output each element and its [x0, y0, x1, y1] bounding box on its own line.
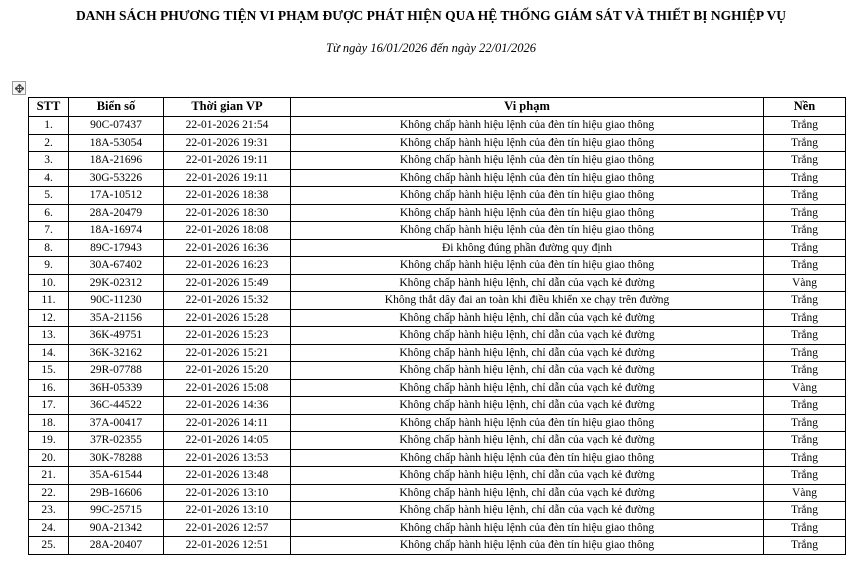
time-cell: 22-01-2026 15:28 — [164, 309, 291, 327]
violation-cell: Không chấp hành hiệu lệnh của đèn tín hiệu giao thông — [291, 449, 764, 467]
background-cell: Trắng — [764, 169, 846, 187]
violation-cell: Không chấp hành hiệu lệnh, chỉ dẫn của vạch kẻ đường — [291, 397, 764, 415]
time-cell: 22-01-2026 18:08 — [164, 222, 291, 240]
background-cell: Trắng — [764, 467, 846, 485]
row-index-cell: 23. — [29, 502, 69, 520]
violation-cell: Không chấp hành hiệu lệnh của đèn tín hiệu giao thông — [291, 537, 764, 555]
background-cell: Trắng — [764, 187, 846, 205]
row-index-cell: 15. — [29, 362, 69, 380]
violation-cell: Không chấp hành hiệu lệnh của đèn tín hiệu giao thông — [291, 222, 764, 240]
background-cell: Trắng — [764, 204, 846, 222]
violation-cell: Không chấp hành hiệu lệnh của đèn tín hiệu giao thông — [291, 152, 764, 170]
table-row — [29, 327, 846, 345]
time-cell: 22-01-2026 13:53 — [164, 449, 291, 467]
document-title: DANH SÁCH PHƯƠNG TIỆN VI PHẠM ĐƯỢC PHÁT HIỆN QUA HỆ THỐNG GIÁM SÁT VÀ THIẾT BỊ NGHIỆP VỤ — [75, 8, 787, 23]
row-index-cell: 6. — [29, 204, 69, 222]
plate-cell: 30G-53226 — [69, 169, 164, 187]
col-header-plate: Biển số — [69, 98, 164, 117]
violation-cell: Không chấp hành hiệu lệnh, chỉ dẫn của vạch kẻ đường — [291, 432, 764, 450]
document-subtitle: Từ ngày 16/01/2026 đến ngày 22/01/2026 — [326, 41, 536, 55]
background-cell: Trắng — [764, 257, 846, 275]
background-cell: Vàng — [764, 274, 846, 292]
row-index-cell: 16. — [29, 379, 69, 397]
violation-cell: Không chấp hành hiệu lệnh, chỉ dẫn của vạch kẻ đường — [291, 467, 764, 485]
violation-cell: Không chấp hành hiệu lệnh, chỉ dẫn của vạch kẻ đường — [291, 362, 764, 380]
table-row — [29, 187, 846, 205]
plate-cell: 29K-02312 — [69, 274, 164, 292]
time-cell: 22-01-2026 15:20 — [164, 362, 291, 380]
time-cell: 22-01-2026 15:32 — [164, 292, 291, 310]
time-cell: 22-01-2026 19:11 — [164, 169, 291, 187]
row-index-cell: 4. — [29, 169, 69, 187]
table-row — [29, 519, 846, 537]
time-cell: 22-01-2026 16:36 — [164, 239, 291, 257]
background-cell: Trắng — [764, 327, 846, 345]
table-row — [29, 274, 846, 292]
time-cell: 22-01-2026 18:30 — [164, 204, 291, 222]
violation-cell: Không chấp hành hiệu lệnh của đèn tín hiệu giao thông — [291, 134, 764, 152]
table-row — [29, 239, 846, 257]
table-row — [29, 292, 846, 310]
violations-table — [28, 97, 846, 555]
row-index-cell: 12. — [29, 309, 69, 327]
violation-cell: Không thắt dây đai an toàn khi điều khiển xe chạy trên đường — [291, 292, 764, 310]
violation-cell: Không chấp hành hiệu lệnh, chỉ dẫn của vạch kẻ đường — [291, 327, 764, 345]
violation-cell: Không chấp hành hiệu lệnh của đèn tín hiệu giao thông — [291, 414, 764, 432]
plate-cell: 99C-25715 — [69, 502, 164, 520]
plate-cell: 35A-61544 — [69, 467, 164, 485]
background-cell: Trắng — [764, 519, 846, 537]
table-row — [29, 257, 846, 275]
background-cell: Trắng — [764, 222, 846, 240]
time-cell: 22-01-2026 15:08 — [164, 379, 291, 397]
violation-cell: Không chấp hành hiệu lệnh, chỉ dẫn của vạch kẻ đường — [291, 484, 764, 502]
plate-cell: 28A-20479 — [69, 204, 164, 222]
col-header-violation: Vi phạm — [291, 98, 764, 117]
plate-cell: 90C-11230 — [69, 292, 164, 310]
background-cell: Trắng — [764, 309, 846, 327]
time-cell: 22-01-2026 14:11 — [164, 414, 291, 432]
violation-cell: Không chấp hành hiệu lệnh của đèn tín hiệu giao thông — [291, 257, 764, 275]
table-row — [29, 484, 846, 502]
background-cell: Trắng — [764, 134, 846, 152]
plate-cell: 35A-21156 — [69, 309, 164, 327]
time-cell: 22-01-2026 14:36 — [164, 397, 291, 415]
col-header-stt: STT — [29, 98, 69, 117]
background-cell: Trắng — [764, 344, 846, 362]
table-row — [29, 537, 846, 555]
row-index-cell: 20. — [29, 449, 69, 467]
plate-cell: 29B-16606 — [69, 484, 164, 502]
violation-cell: Không chấp hành hiệu lệnh, chỉ dẫn của vạch kẻ đường — [291, 344, 764, 362]
time-cell: 22-01-2026 14:05 — [164, 432, 291, 450]
time-cell: 22-01-2026 13:48 — [164, 467, 291, 485]
table-move-handle[interactable] — [12, 81, 26, 95]
time-cell: 22-01-2026 19:31 — [164, 134, 291, 152]
table-row — [29, 449, 846, 467]
row-index-cell: 3. — [29, 152, 69, 170]
background-cell: Vàng — [764, 484, 846, 502]
row-index-cell: 17. — [29, 397, 69, 415]
time-cell: 22-01-2026 15:21 — [164, 344, 291, 362]
row-index-cell: 9. — [29, 257, 69, 275]
time-cell: 22-01-2026 12:57 — [164, 519, 291, 537]
row-index-cell: 1. — [29, 117, 69, 135]
table-row — [29, 169, 846, 187]
table-row — [29, 379, 846, 397]
plate-cell: 30A-67402 — [69, 257, 164, 275]
background-cell: Trắng — [764, 414, 846, 432]
time-cell: 22-01-2026 15:49 — [164, 274, 291, 292]
background-cell: Trắng — [764, 239, 846, 257]
table-row — [29, 344, 846, 362]
plate-cell: 18A-21696 — [69, 152, 164, 170]
plate-cell: 36K-32162 — [69, 344, 164, 362]
row-index-cell: 24. — [29, 519, 69, 537]
plate-cell: 90A-21342 — [69, 519, 164, 537]
row-index-cell: 7. — [29, 222, 69, 240]
time-cell: 22-01-2026 21:54 — [164, 117, 291, 135]
time-cell: 22-01-2026 15:23 — [164, 327, 291, 345]
row-index-cell: 8. — [29, 239, 69, 257]
violation-cell: Không chấp hành hiệu lệnh của đèn tín hiệu giao thông — [291, 187, 764, 205]
table-row — [29, 397, 846, 415]
violation-cell: Đi không đúng phần đường quy định — [291, 239, 764, 257]
plate-cell: 18A-53054 — [69, 134, 164, 152]
row-index-cell: 14. — [29, 344, 69, 362]
background-cell: Trắng — [764, 362, 846, 380]
plate-cell: 36C-44522 — [69, 397, 164, 415]
plate-cell: 17A-10512 — [69, 187, 164, 205]
background-cell: Trắng — [764, 117, 846, 135]
row-index-cell: 13. — [29, 327, 69, 345]
row-index-cell: 25. — [29, 537, 69, 555]
table-body — [29, 117, 846, 555]
row-index-cell: 2. — [29, 134, 69, 152]
plate-cell: 36K-49751 — [69, 327, 164, 345]
background-cell: Trắng — [764, 432, 846, 450]
background-cell: Trắng — [764, 537, 846, 555]
plate-cell: 30K-78288 — [69, 449, 164, 467]
row-index-cell: 18. — [29, 414, 69, 432]
table-row — [29, 467, 846, 485]
table-row — [29, 152, 846, 170]
table-row — [29, 432, 846, 450]
plate-cell: 90C-07437 — [69, 117, 164, 135]
move-cross-icon — [15, 84, 24, 93]
time-cell: 22-01-2026 18:38 — [164, 187, 291, 205]
row-index-cell: 11. — [29, 292, 69, 310]
background-cell: Trắng — [764, 152, 846, 170]
col-header-background: Nền — [764, 98, 846, 117]
plate-cell: 18A-16974 — [69, 222, 164, 240]
row-index-cell: 21. — [29, 467, 69, 485]
plate-cell: 29R-07788 — [69, 362, 164, 380]
plate-cell: 37A-00417 — [69, 414, 164, 432]
time-cell: 22-01-2026 13:10 — [164, 502, 291, 520]
col-header-time: Thời gian VP — [164, 98, 291, 117]
time-cell: 22-01-2026 16:23 — [164, 257, 291, 275]
background-cell: Vàng — [764, 379, 846, 397]
background-cell: Trắng — [764, 397, 846, 415]
time-cell: 22-01-2026 19:11 — [164, 152, 291, 170]
table-row — [29, 502, 846, 520]
plate-cell: 89C-17943 — [69, 239, 164, 257]
violation-cell: Không chấp hành hiệu lệnh, chỉ dẫn của vạch kẻ đường — [291, 379, 764, 397]
table-row — [29, 117, 846, 135]
plate-cell: 37R-02355 — [69, 432, 164, 450]
row-index-cell: 5. — [29, 187, 69, 205]
background-cell: Trắng — [764, 292, 846, 310]
table-row — [29, 414, 846, 432]
violation-cell: Không chấp hành hiệu lệnh của đèn tín hiệu giao thông — [291, 204, 764, 222]
violation-cell: Không chấp hành hiệu lệnh của đèn tín hiệu giao thông — [291, 117, 764, 135]
row-index-cell: 10. — [29, 274, 69, 292]
plate-cell: 36H-05339 — [69, 379, 164, 397]
table-row — [29, 204, 846, 222]
row-index-cell: 22. — [29, 484, 69, 502]
time-cell: 22-01-2026 13:10 — [164, 484, 291, 502]
violation-cell: Không chấp hành hiệu lệnh, chỉ dẫn của vạch kẻ đường — [291, 502, 764, 520]
table-row — [29, 222, 846, 240]
violation-cell: Không chấp hành hiệu lệnh, chỉ dẫn của vạch kẻ đường — [291, 309, 764, 327]
table-row — [29, 134, 846, 152]
violation-cell: Không chấp hành hiệu lệnh, chỉ dẫn của vạch kẻ đường — [291, 274, 764, 292]
background-cell: Trắng — [764, 502, 846, 520]
time-cell: 22-01-2026 12:51 — [164, 537, 291, 555]
table-header-row — [29, 98, 846, 117]
table-row — [29, 309, 846, 327]
table-row — [29, 362, 846, 380]
violation-cell: Không chấp hành hiệu lệnh của đèn tín hiệu giao thông — [291, 519, 764, 537]
background-cell: Trắng — [764, 449, 846, 467]
row-index-cell: 19. — [29, 432, 69, 450]
plate-cell: 28A-20407 — [69, 537, 164, 555]
violation-cell: Không chấp hành hiệu lệnh của đèn tín hiệu giao thông — [291, 169, 764, 187]
